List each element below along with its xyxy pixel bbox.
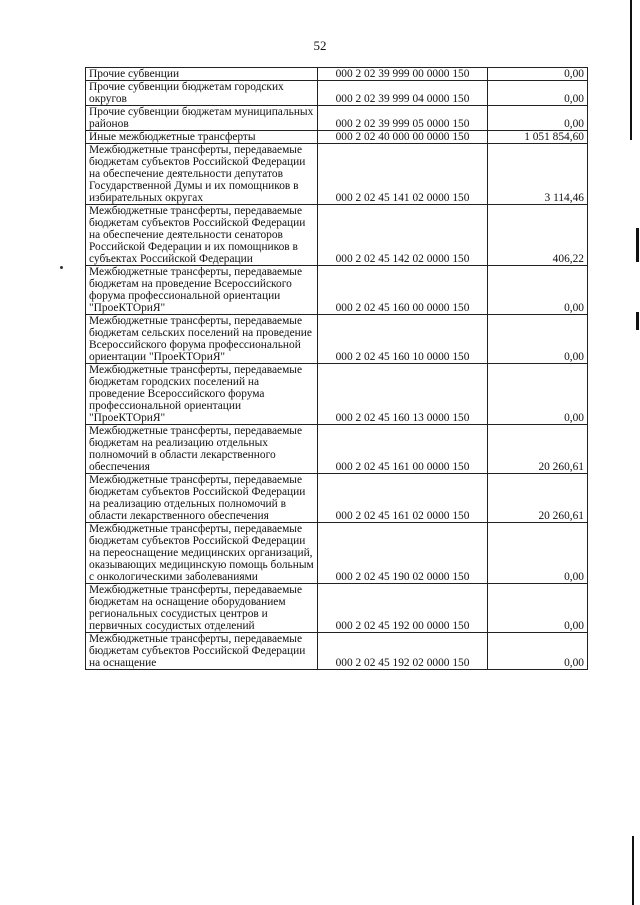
budget-table xyxy=(85,67,588,670)
row-name-cell: Прочие субвенции бюджетам городских округов xyxy=(86,81,318,106)
table-row xyxy=(86,584,588,633)
row-name-cell: Межбюджетные трансферты, передаваемые бюджетам сельских поселений на проведение Всероссийского форума профессиональной ориентации "ПроеКТОриЯ" xyxy=(86,315,318,364)
row-code-cell: 000 2 02 40 000 00 0000 150 xyxy=(318,131,488,144)
row-amount-cell: 3 114,46 xyxy=(488,144,588,205)
row-amount-cell: 20 260,61 xyxy=(488,474,588,523)
row-name-cell: Межбюджетные трансферты, передаваемые бюджетам субъектов Российской Федерации на обеспечение деятельности депутатов Государственной Думы и их помощников в избирательных округах xyxy=(86,144,318,205)
row-code-cell: 000 2 02 45 161 00 0000 150 xyxy=(318,425,488,474)
row-amount-cell: 0,00 xyxy=(488,364,588,425)
row-name-cell: Межбюджетные трансферты, передаваемые бюджетам городских поселений на проведение Всероссийского форума профессиональной ориентации "ПроеКТОриЯ" xyxy=(86,364,318,425)
row-code-cell: 000 2 02 45 160 13 0000 150 xyxy=(318,364,488,425)
scan-edge-mark-bottom xyxy=(632,836,634,905)
table-row xyxy=(86,106,588,131)
row-amount-cell: 20 260,61 xyxy=(488,425,588,474)
row-amount-cell: 0,00 xyxy=(488,106,588,131)
table-row xyxy=(86,81,588,106)
row-amount-cell: 0,00 xyxy=(488,68,588,81)
row-amount-cell: 0,00 xyxy=(488,523,588,584)
row-amount-cell: 406,22 xyxy=(488,205,588,266)
row-amount-cell: 0,00 xyxy=(488,266,588,315)
scan-edge-mark-lower xyxy=(636,312,639,330)
row-amount-cell: 0,00 xyxy=(488,633,588,670)
row-code-cell: 000 2 02 45 192 00 0000 150 xyxy=(318,584,488,633)
page-number: 52 xyxy=(313,38,327,53)
row-name-cell: Межбюджетные трансферты, передаваемые бюджетам на реализацию отдельных полномочий в области лекарственного обеспечения xyxy=(86,425,318,474)
row-code-cell: 000 2 02 45 141 02 0000 150 xyxy=(318,144,488,205)
table-row xyxy=(86,205,588,266)
row-amount-cell: 0,00 xyxy=(488,315,588,364)
row-code-cell: 000 2 02 45 160 00 0000 150 xyxy=(318,266,488,315)
row-code-cell: 000 2 02 45 192 02 0000 150 xyxy=(318,633,488,670)
row-name-cell: Межбюджетные трансферты, передаваемые бюджетам субъектов Российской Федерации на реализацию отдельных полномочий в области лекарственного обеспечения xyxy=(86,474,318,523)
row-code-cell: 000 2 02 45 160 10 0000 150 xyxy=(318,315,488,364)
row-code-cell: 000 2 02 45 142 02 0000 150 xyxy=(318,205,488,266)
scan-edge-mark-top xyxy=(630,0,632,140)
table-row xyxy=(86,315,588,364)
row-code-cell: 000 2 02 39 999 05 0000 150 xyxy=(318,106,488,131)
row-amount-cell: 1 051 854,60 xyxy=(488,131,588,144)
row-name-cell: Межбюджетные трансферты, передаваемые бюджетам субъектов Российской Федерации на оснащение xyxy=(86,633,318,670)
row-name-cell: Межбюджетные трансферты, передаваемые бюджетам субъектов Российской Федерации на обеспечение деятельности сенаторов Российской Федерации и их помощников в субъектах Российской Федерации xyxy=(86,205,318,266)
row-name-cell: Прочие субвенции бюджетам муниципальных районов xyxy=(86,106,318,131)
row-amount-cell: 0,00 xyxy=(488,584,588,633)
row-name-cell: Прочие субвенции xyxy=(86,68,318,81)
scan-dot xyxy=(60,266,63,269)
row-name-cell: Межбюджетные трансферты, передаваемые бюджетам на проведение Всероссийского форума профессиональной ориентации "ПроеКТОриЯ" xyxy=(86,266,318,315)
row-code-cell: 000 2 02 45 161 02 0000 150 xyxy=(318,474,488,523)
scan-edge-mark-middle xyxy=(636,228,639,262)
table-row xyxy=(86,425,588,474)
row-code-cell: 000 2 02 39 999 04 0000 150 xyxy=(318,81,488,106)
table-row xyxy=(86,144,588,205)
table-row xyxy=(86,633,588,670)
table-row xyxy=(86,523,588,584)
row-name-cell: Иные межбюджетные трансферты xyxy=(86,131,318,144)
row-amount-cell: 0,00 xyxy=(488,81,588,106)
table-row xyxy=(86,474,588,523)
row-name-cell: Межбюджетные трансферты, передаваемые бюджетам субъектов Российской Федерации на переоснащение медицинских организаций, оказывающих медицинскую помощь больным с онкологическими заболеваниями xyxy=(86,523,318,584)
row-code-cell: 000 2 02 39 999 00 0000 150 xyxy=(318,68,488,81)
table-row xyxy=(86,266,588,315)
budget-table-body xyxy=(86,68,588,670)
table-row xyxy=(86,364,588,425)
table-row xyxy=(86,131,588,144)
table-row xyxy=(86,68,588,81)
row-code-cell: 000 2 02 45 190 02 0000 150 xyxy=(318,523,488,584)
row-name-cell: Межбюджетные трансферты, передаваемые бюджетам на оснащение оборудованием региональных сосудистых центров и первичных сосудистых отделений xyxy=(86,584,318,633)
